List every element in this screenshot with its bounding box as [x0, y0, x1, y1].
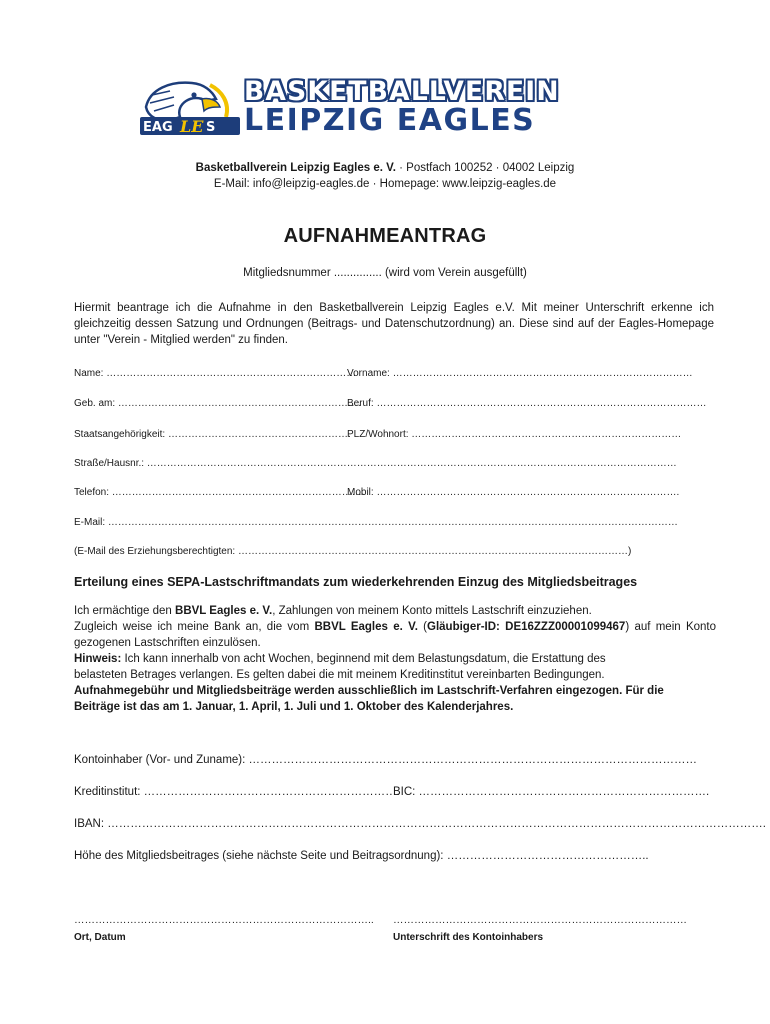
logo-badge-s: S	[206, 120, 216, 135]
sepa-bank-instruction: Zugleich weise ich meine Bank an, die vom BBVL Eagles e. V. (Gläubiger-ID: DE16ZZZ00001099467) auf mein Konto gezogenen Lastschriften einzulösen.	[74, 621, 716, 649]
club-address	[0, 162, 770, 174]
fee-amount-field[interactable]: Höhe des Mitgliedsbeitrages (siehe nächste Seite und Beitragsordnung): ……………………………………………..	[74, 850, 649, 862]
email-field[interactable]: E-Mail: ………………………………………………………………………………………………………………………………………………………	[74, 517, 678, 528]
iban-field[interactable]: IBAN: ……………………………………………………………………………………………………………………………………………………….	[74, 818, 766, 830]
logo-badge-le: LE	[180, 117, 204, 136]
club-postal: · Postfach 100252 · 04002 Leipzig	[395, 162, 575, 174]
profession-field[interactable]: Beruf: ………………………………………………………………………………………	[347, 398, 707, 409]
sepa-authorization: Ich ermächtige den BBVL Eagles e. V., Zahlungen von meinem Konto mittels Lastschrift einzuziehen.	[74, 605, 592, 617]
member-number-field: Mitgliedsnummer ............... (wird vom Verein ausgefüllt)	[243, 267, 527, 279]
sepa-hint: Hinweis: Ich kann innerhalb von acht Wochen, beginnend mit dem Belastungsdatum, die Erstattung des belasteten Betrages verlangen. Es gelten dabei die mit meinem Kreditinstitut vereinbarten Bedingungen.	[74, 653, 606, 681]
birthdate-field[interactable]: Geb. am: ……………………………………………………………….	[74, 398, 361, 409]
street-field[interactable]: Straße/Hausnr.: ……………………………………………………………………………………………………………………………………………	[74, 458, 677, 469]
logo-line-basketballverein: BASKETBALLVEREIN	[244, 76, 560, 107]
sepa-heading: Erteilung eines SEPA-Lastschriftmandats zum wiederkehrenden Einzug des Mitgliedsbeitrages	[74, 575, 638, 589]
creditor-id: Gläubiger-ID: DE16ZZZ00001099467	[427, 621, 626, 633]
nationality-field[interactable]: Staatsangehörigkeit: ……………………………………………….	[74, 429, 351, 440]
club-logo	[140, 77, 640, 139]
phone-field[interactable]: Telefon: ………………………………………………………………….	[74, 487, 365, 498]
sepa-mandate-text	[74, 603, 716, 715]
signature-line[interactable]: …………………………………………………………………………	[393, 914, 687, 926]
club-name: Basketballverein Leipzig Eagles e. V.	[195, 162, 396, 174]
postcode-city-field[interactable]: PLZ/Wohnort: ………………………………………………………………………	[347, 429, 682, 440]
logo-wordmark	[244, 77, 636, 139]
eagle-head-icon	[140, 77, 240, 137]
intro-paragraph: Hiermit beantrage ich die Aufnahme in den Basketballverein Leipzig Eagles e.V. Mit meiner Unterschrift erkenne ich gleichzeitig dessen Satzung und Ordnungen (Beitrags- und Datenschutzordnung) an. Diese sind auf der Eagles-Homepage unter "Verein - Mitglied werden" zu finden.	[74, 302, 714, 346]
vorname-field[interactable]: Vorname: ………………………………………………………………………………	[347, 368, 693, 379]
account-holder-field[interactable]: Kontoinhaber (Vor- und Zuname): ………………………………………………………………………………………………………	[74, 754, 698, 766]
name-field[interactable]: Name: …………………………………………………………………	[74, 368, 357, 379]
bic-field[interactable]: BIC: ………………………………………………………………….	[393, 786, 710, 798]
bank-name-field[interactable]: Kreditinstitut: ………………………………………………………….	[74, 786, 400, 798]
sepa-collection-note: Aufnahmegebühr und Mitgliedsbeiträge werden ausschließlich im Lastschrift-Verfahren eingezogen. Für die Beiträge ist das am 1. Januar, 1. April, 1. Juli und 1. Oktober des Kalenderjahres.	[74, 685, 664, 713]
page-title: AUFNAHMEANTRAG	[283, 225, 487, 247]
logo-line-leipzig-eagles: LEIPZIG EAGLES	[244, 103, 536, 138]
signature-label: Unterschrift des Kontoinhabers	[393, 932, 544, 943]
club-contact: E-Mail: info@leipzig-eagles.de · Homepage: www.leipzig-eagles.de	[213, 178, 557, 190]
mobile-field[interactable]: Mobil: ……………………………………………………………………………….	[347, 487, 680, 498]
guardian-email-field[interactable]: (E-Mail des Erziehungsberechtigten: ………………………………………………………………………………………………………)	[74, 546, 632, 557]
place-date-line[interactable]: …………………………………………………………………………..	[74, 914, 374, 926]
logo-badge-eag: EAG	[143, 120, 173, 135]
place-date-label: Ort, Datum	[74, 932, 126, 943]
